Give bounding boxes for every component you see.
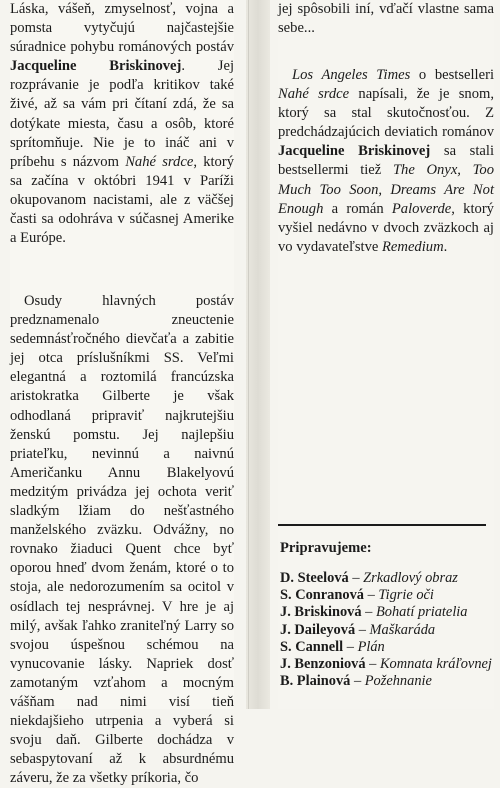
text-run: . Jej rozprávanie je podľa kritikov také živé, až sa vám pri čítaní zdá, že sa dotýkate miesta, času a osôb, ktoré sprítomňuje. Nie je to ináč ani v príbehu s názvom <box>10 58 234 170</box>
upcoming-author: S. Cannell <box>280 638 344 655</box>
upcoming-item: J. Daileyová – Maškaráda <box>280 621 436 638</box>
page-gutter <box>246 0 270 709</box>
text-run: , ktorý vyšiel nedávno v dvoch zväzkoch aj vo vydavateľstve <box>278 200 494 255</box>
upcoming-title: Komnata kráľovnej <box>379 656 492 673</box>
upcoming-author: J. Daileyová <box>280 621 356 638</box>
upcoming-title: Zrkadlový obraz <box>363 570 458 586</box>
upcoming-title: Tigrie oči <box>378 587 434 604</box>
right-text-column <box>278 0 494 709</box>
bold-text-run: Jacqueline Briskinovej <box>10 58 182 75</box>
plot-paragraph: Osudy hlavných postáv predznamenalo zneuctenie sedemnásťročného dievčaťa a zabitie jej otca príslušníkmi SS. Veľmi elegantná a roztomilá francúzska aristokratka Gilberte je však odhodlaná pripraviť najkrutejšiu ženskú pomstu. Jej najlepšiu priateľku, nevinnú a naivnú Američanku Annu Blakelyovú medzitým privádza jej ochota veriť sladkým lžiam do nešťastného manželského zväzku. Odvážny, no rovnako žiaduci Quent chce byť oporou hneď dvom ženám, ktoré o to stoja, ale nedorozumením sa ocitol v osídlach tej nesprávnej. V hre je aj milý, avšak ľahko zraniteľný Larry so svojou úspešnou schémou na vynucovanie lásky. Napriek dosť zamotaným vzťahom a mocným vášňam nad nimi visí tieň niekdajšieho utrpenia a vyberá si svoju daň. Gilberte dochádza v sebaspytovaní až k absurdnému záveru, že za všetky príkoria, čo <box>10 293 234 787</box>
italic-text-run: Nahé srdce <box>125 153 194 170</box>
left-text-column <box>10 0 235 787</box>
upcoming-title: Plán <box>357 638 385 655</box>
upcoming-title: Maškaráda <box>369 621 436 638</box>
continuation-paragraph: jej spôsobili iní, vďačí vlastne sama sebe... <box>278 1 494 37</box>
italic-text-run: Los Angeles Times <box>292 67 411 83</box>
text-run: . <box>443 238 448 255</box>
upcoming-item: S. Conranová – Tigrie oči <box>280 587 434 604</box>
bold-text-run: Jacqueline Briskinovej <box>278 143 431 160</box>
upcoming-author: D. Steelová <box>280 570 349 586</box>
upcoming-item: D. Steelová – Zrkadlový obraz <box>280 570 458 586</box>
upcoming-item: S. Cannell – Plán <box>280 638 385 655</box>
italic-text-run: The Onyx, Too Much Too Soon, Dreams Are Not Enough <box>278 162 494 217</box>
upcoming-item: J. Briskinová – Bohatí priatelia <box>280 604 468 621</box>
upcoming-author: J. Briskinová <box>280 604 362 621</box>
upcoming-item: J. Benzoniová – Komnata kráľovnej <box>280 656 492 673</box>
upcoming-list <box>280 570 492 690</box>
text-run: sa stali bestsellermi tiež <box>278 143 495 179</box>
italic-text-run: Remedium <box>382 238 444 255</box>
text-run: Láska, vášeň, zmyselnosť, vojna a pomsta vytyčujú najčastejšie súradnice pohybu románových postáv <box>10 1 234 56</box>
upcoming-author: J. Benzoniová <box>280 656 366 673</box>
text-run: a román <box>323 200 392 217</box>
upcoming-author: B. Plainová <box>280 673 351 690</box>
text-run: o bestselleri <box>410 67 494 83</box>
reviews-paragraph <box>278 66 494 257</box>
text-run: , ktorý sa začína v októbri 1941 v Paríži okupovanom nacistami, ale z väčšej časti sa odohráva v súčasnej Amerike a Európe. <box>10 153 235 247</box>
upcoming-title: Požehnanie <box>364 673 432 690</box>
section-divider-rule <box>278 524 486 526</box>
upcoming-heading: Pripravujeme: <box>280 540 372 556</box>
text-run: napísali, že je snom, ktorý sa stal skutočnosťou. Z predchádzajúcich deviatich románov <box>278 86 494 141</box>
upcoming-title: Bohatí priatelia <box>375 604 468 621</box>
italic-text-run: Paloverde <box>391 200 452 217</box>
italic-text-run: Nahé srdce <box>278 86 350 103</box>
upcoming-author: S. Conranová <box>280 587 364 604</box>
intro-paragraph <box>10 0 234 248</box>
upcoming-item: B. Plainová – Požehnanie <box>280 673 432 690</box>
